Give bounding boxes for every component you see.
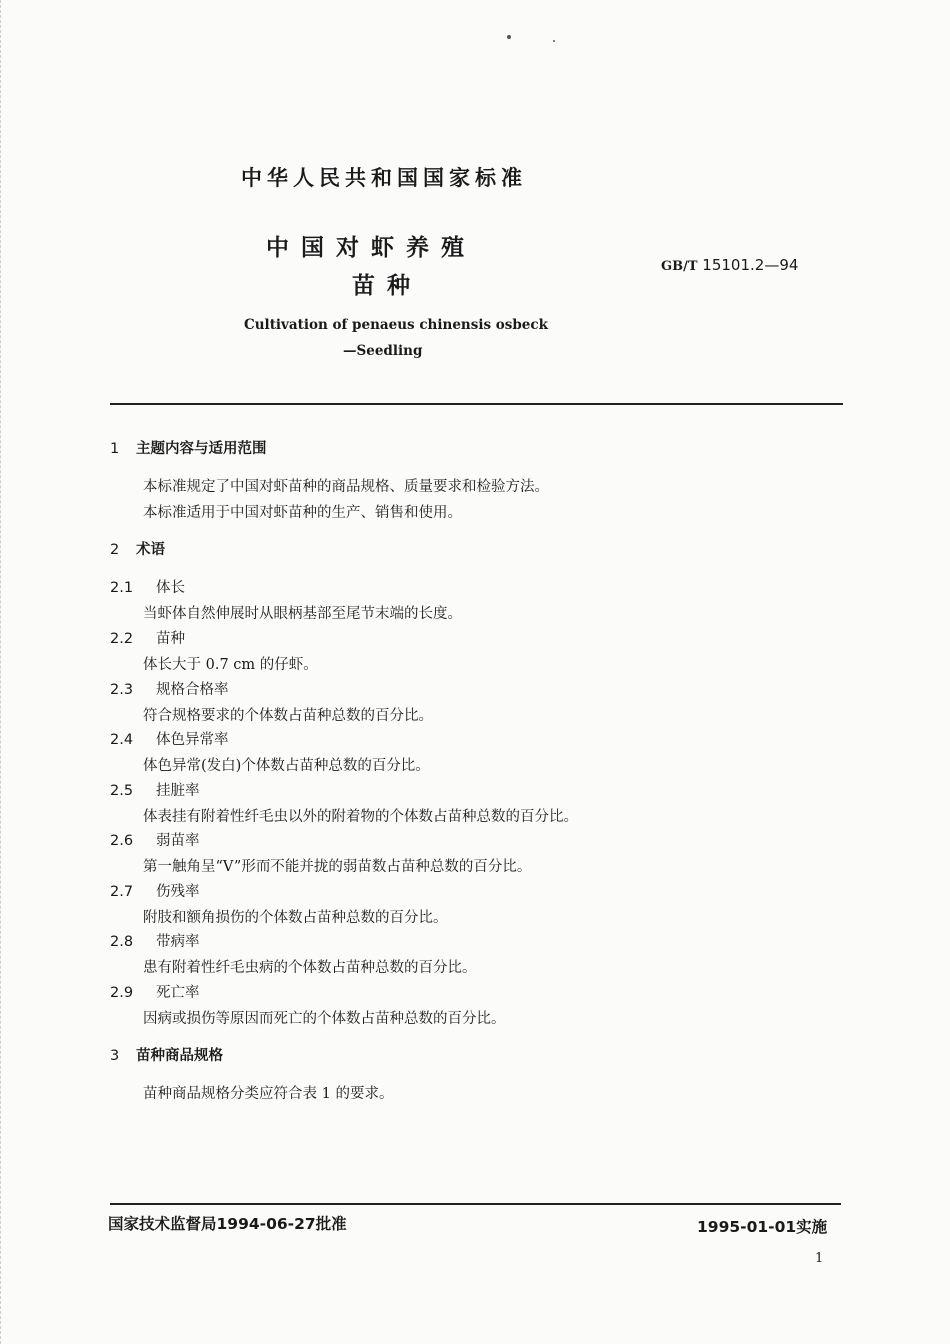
term-heading: 2.3 规格合格率: [110, 682, 229, 698]
term-definition: 附肢和额角损伤的个体数占苗种总数的百分比。: [143, 910, 448, 926]
scan-speck: [507, 35, 511, 39]
term-heading: 2.9 死亡率: [110, 985, 200, 1001]
term-definition: 第一触角呈“V”形而不能并拢的弱苗数占苗种总数的百分比。: [143, 859, 532, 875]
term-definition: 当虾体自然伸展时从眼柄基部至尾节末端的长度。: [143, 606, 462, 622]
standard-code: [661, 256, 798, 274]
standard-code-number: 15101.2—94: [702, 256, 799, 274]
section-heading: 3 苗种商品规格: [110, 1048, 223, 1064]
term-definition: 体长大于 0.7 cm 的仔虾。: [143, 657, 318, 673]
document-title-line1: 中国对虾养殖: [266, 235, 476, 261]
term-heading: 2.8 带病率: [110, 934, 200, 950]
english-title-line2: —Seedling: [343, 343, 423, 359]
term-definition: 体表挂有附着性纤毛虫以外的附着物的个体数占苗种总数的百分比。: [143, 809, 578, 825]
national-standard-label: 中华人民共和国国家标准: [241, 166, 527, 190]
header-divider: [110, 403, 843, 405]
section-heading: 1 主题内容与适用范围: [110, 441, 267, 457]
term-definition: 因病或损伤等原因而死亡的个体数占苗种总数的百分比。: [143, 1011, 506, 1027]
effective-date-line: 1995-01-01实施: [697, 1218, 828, 1236]
term-definition: 患有附着性纤毛虫病的个体数占苗种总数的百分比。: [143, 960, 477, 976]
term-definition: 符合规格要求的个体数占苗种总数的百分比。: [143, 708, 433, 724]
english-title-line1: Cultivation of penaeus chinensis osbeck: [244, 317, 548, 333]
term-heading: 2.6 弱苗率: [110, 833, 200, 849]
term-heading: 2.4 体色异常率: [110, 732, 229, 748]
term-heading: 2.7 伤残率: [110, 884, 200, 900]
term-heading: 2.5 挂脏率: [110, 783, 200, 799]
section-paragraph: 本标准规定了中国对虾苗种的商品规格、质量要求和检验方法。: [143, 479, 549, 495]
term-definition: 体色异常(发白)个体数占苗种总数的百分比。: [143, 758, 430, 774]
section-heading: 2 术语: [110, 542, 165, 558]
term-heading: 2.1 体长: [110, 580, 185, 596]
approval-line: 国家技术监督局1994-06-27批准: [108, 1215, 347, 1233]
standard-code-prefix: GB/T: [661, 259, 698, 274]
scan-edge: [0, 0, 3, 1344]
section-paragraph: 苗种商品规格分类应符合表 1 的要求。: [143, 1086, 394, 1102]
footer-divider: [110, 1203, 841, 1205]
section-paragraph: 本标准适用于中国对虾苗种的生产、销售和使用。: [143, 505, 462, 521]
document-title-line2: 苗种: [352, 273, 422, 299]
term-heading: 2.2 苗种: [110, 631, 185, 647]
page-number: 1: [815, 1251, 824, 1266]
scan-speck: [553, 40, 555, 42]
